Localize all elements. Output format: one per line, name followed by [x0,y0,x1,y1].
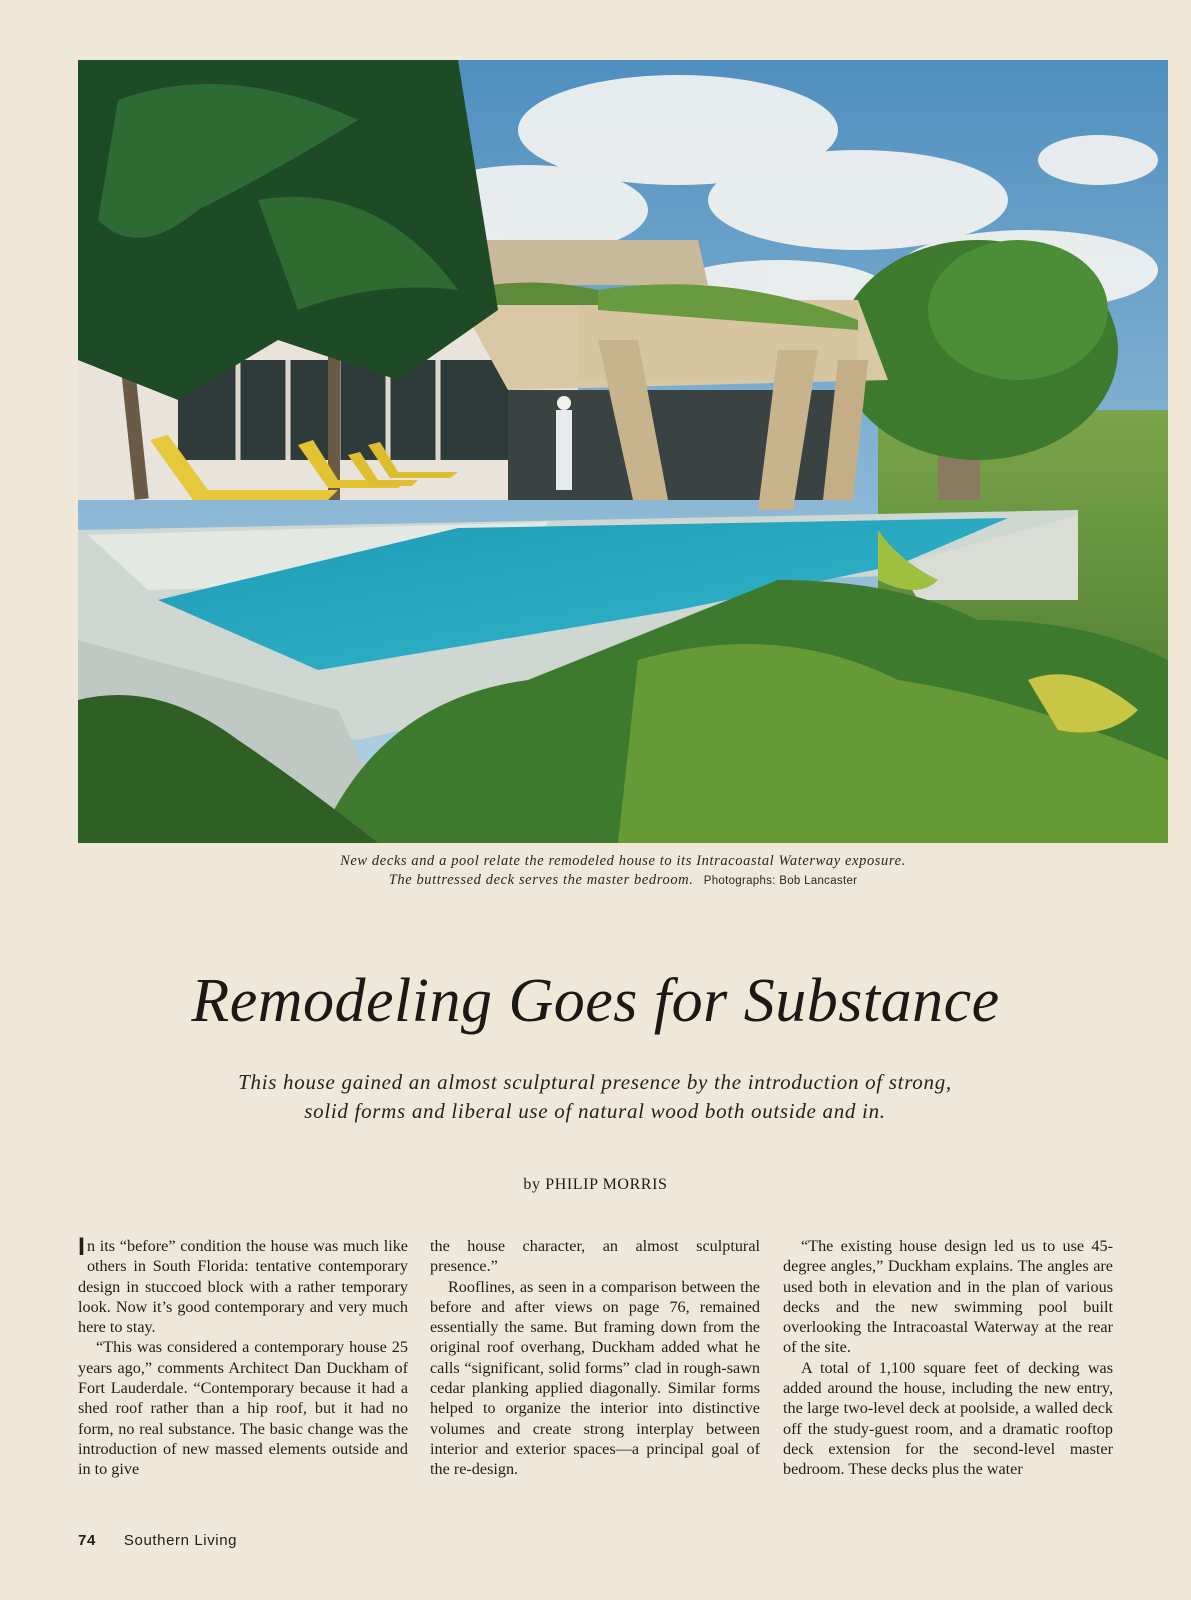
dek-line-1: This house gained an almost sculptural presence by the introduction of strong, [238,1070,952,1094]
paragraph [78,1233,408,1337]
dek-line-2: solid forms and liberal use of natural wood both outside and in. [304,1099,886,1123]
article-column-3 [783,1236,1113,1480]
article-dek [150,1068,1040,1126]
paragraph-text: n its “before” condition the house was much like others in South Florida: tentative contemporary design in stuccoed block with a rather temporary look. Now it’s good contemporary and very much here to stay. [78,1237,408,1337]
article-headline: Remodeling Goes for Substance [191,967,1000,1035]
magazine-name: Southern Living [123,1532,238,1549]
paragraph: Rooflines, as seen in a comparison between the before and after views on page 76, remained essentially the same. But framing down from the original roof overhang, Duckham added what he calls “significant, solid forms” clad in rough-sawn cedar planking applied diagonally. Similar forms helped to organize the interior into distinctive volumes and create strong interplay between interior and exterior spaces—a principal goal of the re-design. [430,1277,760,1479]
caption-line-2: The buttressed deck serves the master bedroom. [388,872,694,888]
pool-house-photo [78,60,1168,843]
article-column-2 [430,1236,760,1480]
caption-line-1: New decks and a pool relate the remodeled house to its Intracoastal Waterway exposure. [340,853,906,869]
photo-credit: Photographs: Bob Lancaster [703,875,858,887]
paragraph: A total of 1,100 square feet of decking was added around the house, including the new entry, the large two-level deck at poolside, a walled deck off the study-guest room, and a dramatic rooftop deck extension for the second-level master bedroom. These decks plus the water [783,1358,1113,1479]
photo-caption [78,852,1168,891]
page-footer [78,1532,237,1549]
paragraph: “The existing house design led us to use 45-degree angles,” Duckham explains. The angles are used both in elevation and in the plan of various decks and the new swimming pool built overlooking the Intracoastal Waterway at the rear of the site. [783,1237,1113,1357]
paragraph: “This was considered a contemporary house 25 years ago,” comments Architect Dan Duckham of Fort Lauderdale. “Contemporary because it had a shed roof rather than a hip roof, but it had no form, no real substance. The basic change was the introduction of new massed elements outside and in to give [78,1338,408,1479]
page-number: 74 [78,1532,96,1549]
article-column-1 [78,1233,408,1480]
drop-cap: I [78,1233,85,1261]
pool-house-illustration [78,60,1168,843]
paragraph: the house character, an almost sculptural presence.” [430,1237,760,1276]
byline: by PHILIP MORRIS [523,1176,668,1193]
